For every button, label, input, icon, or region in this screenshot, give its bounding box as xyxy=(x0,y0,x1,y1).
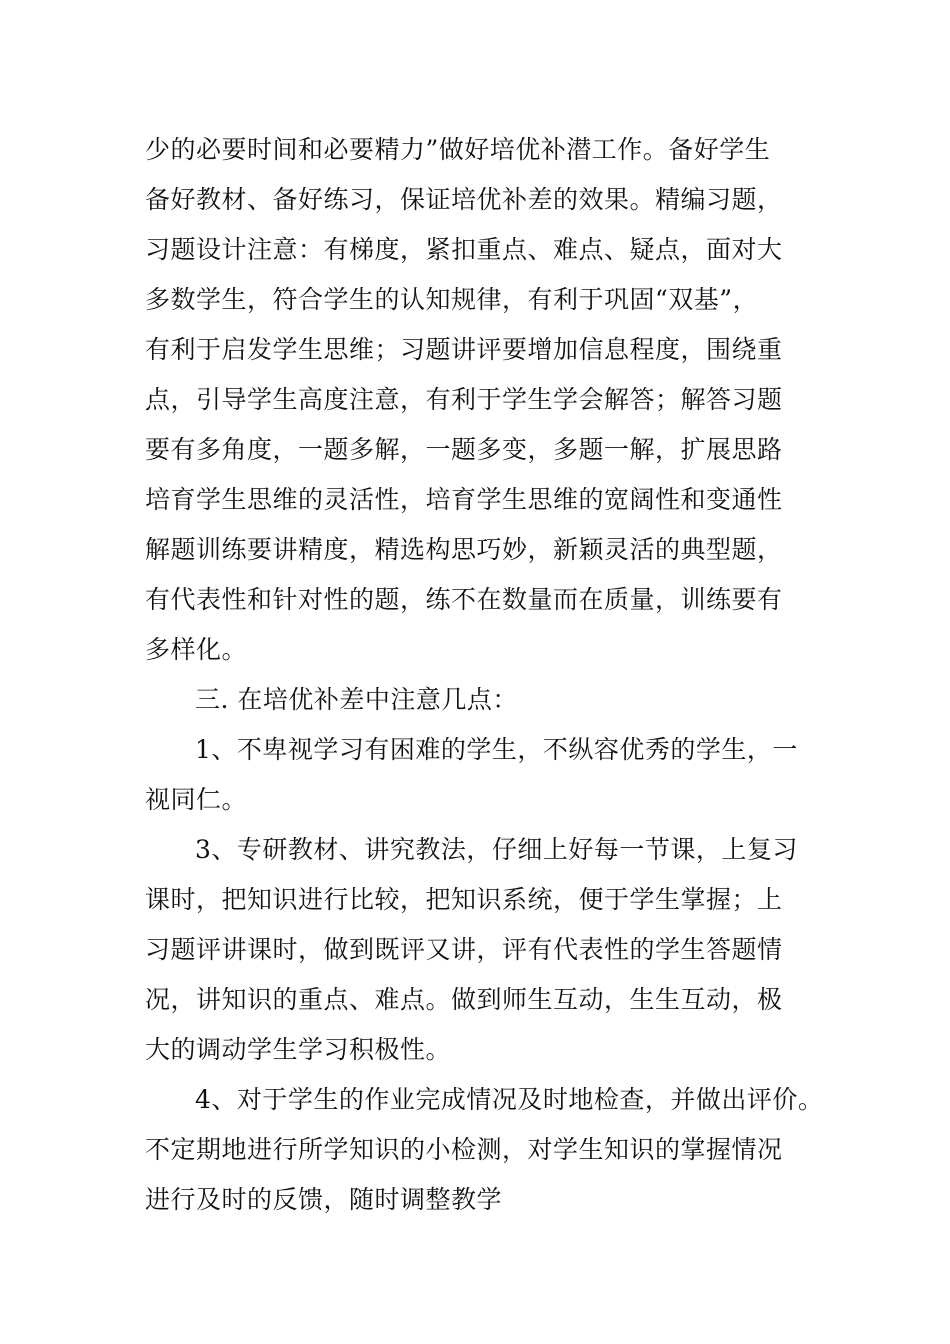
text-line: 少的必要时间和必要精力”做好培优补潜工作。备好学生 xyxy=(145,135,771,164)
text-line: 多数学生，符合学生的认知规律，有利于巩固“双基”， xyxy=(145,285,759,314)
text-line: 多样化。 xyxy=(145,635,248,664)
text-line: 习题设计注意：有梯度，紧扣重点、难点、疑点，面对大 xyxy=(145,235,783,264)
text-line: 进行及时的反馈，随时调整教学 xyxy=(145,1185,503,1214)
text-line: 课时，把知识进行比较，把知识系统，便于学生掌握；上 xyxy=(145,885,783,914)
text-line: 3、专研教材、讲究教法，仔细上好每一节课，上复习 xyxy=(195,835,798,864)
text-line: 解题训练要讲精度，精选构思巧妙，新颖灵活的典型题， xyxy=(145,535,783,564)
text-line: 有利于启发学生思维；习题讲评要增加信息程度，围绕重 xyxy=(145,335,783,364)
text-line: 况，讲知识的重点、难点。做到师生互动，生生互动，极 xyxy=(145,985,783,1014)
text-line: 不定期地进行所学知识的小检测，对学生知识的掌握情况 xyxy=(145,1135,783,1164)
text-line: 4、对于学生的作业完成情况及时地检查，并做出评价。 xyxy=(195,1085,824,1114)
text-line: 要有多角度，一题多解，一题多变，多题一解，扩展思路 xyxy=(145,435,783,464)
text-line: 备好教材、备好练习，保证培优补差的效果。精编习题， xyxy=(145,185,783,214)
text-line: 有代表性和针对性的题，练不在数量而在质量，训练要有 xyxy=(145,585,783,614)
text-line: 点，引导学生高度注意，有利于学生学会解答；解答习题 xyxy=(145,385,783,414)
text-line: 大的调动学生学习积极性。 xyxy=(145,1035,452,1064)
text-line: 视同仁。 xyxy=(145,785,248,814)
text-line: 1、不卑视学习有困难的学生，不纵容优秀的学生，一 xyxy=(195,735,798,764)
text-line: 培育学生思维的灵活性，培育学生思维的宽阔性和变通性 xyxy=(145,485,783,514)
text-line: 习题评讲课时，做到既评又讲，评有代表性的学生答题情 xyxy=(145,935,783,964)
section-heading: 三. 在培优补差中注意几点： xyxy=(195,685,518,714)
